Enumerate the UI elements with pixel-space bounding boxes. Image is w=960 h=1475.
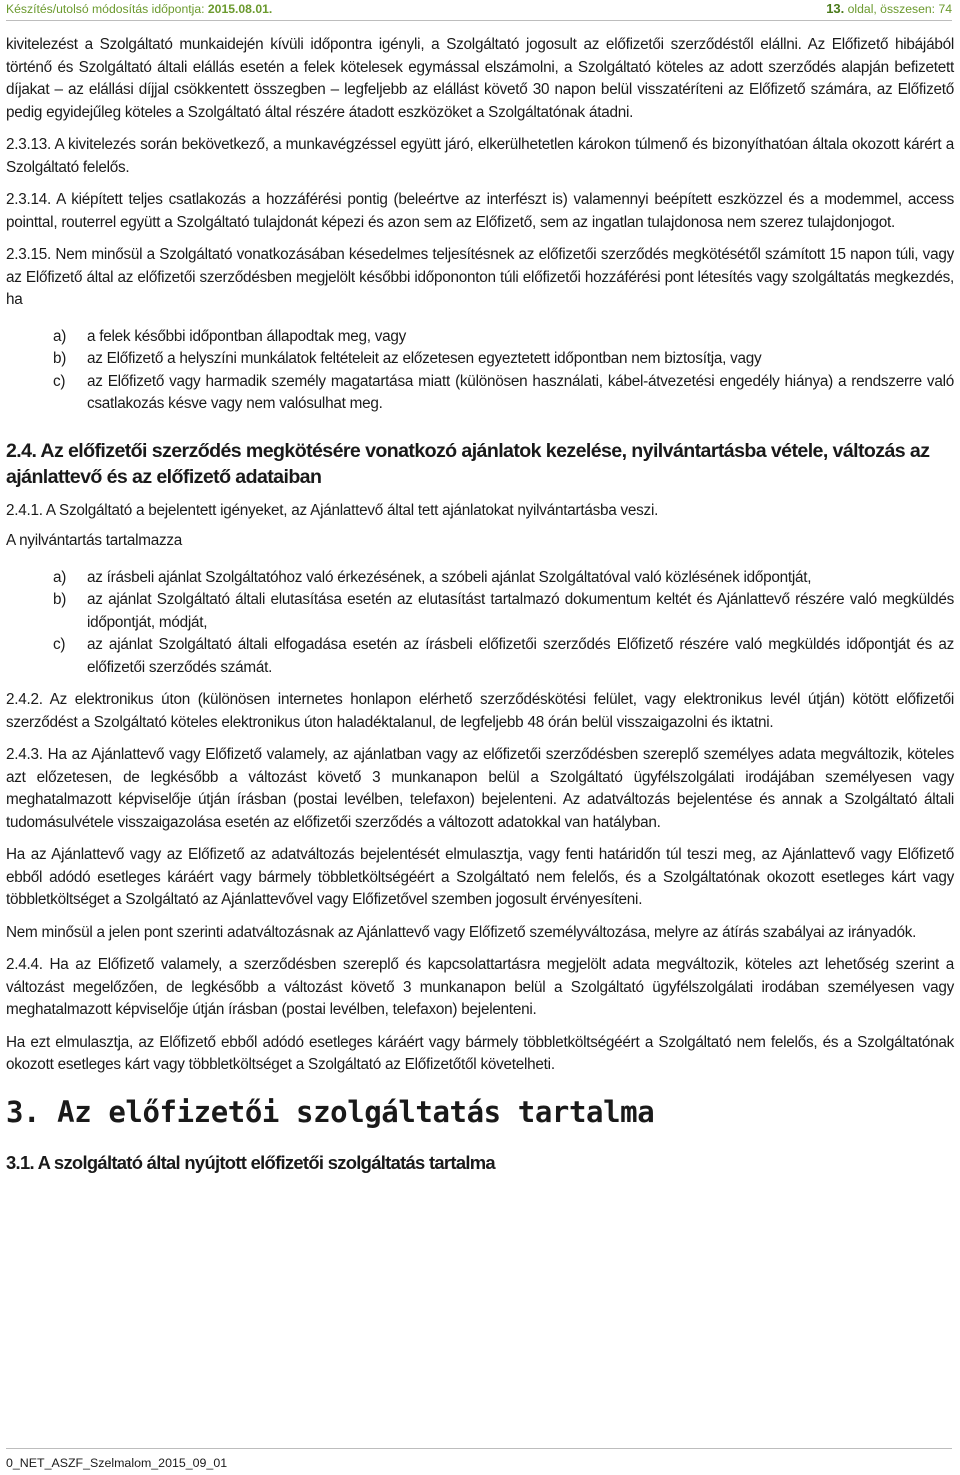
paragraph-2-4-3: 2.4.3. Ha az Ajánlattevő vagy Előfizető valamely, az ajánlatban vagy az előfizetői szerződésben szereplő személyes adata megváltozik, köteles azt előzetesen, de legkésőbb a változást követő 3 munkanapon belül a Szolgáltató ügyfélszolgálati irodájában személyesen vagy meghatalmazott képviselője útján írásban (postai levélben, telefaxon) bejelenteni. Az adatváltozás bejelentése és annak a Szolgáltató általi tudomásulvétele visszaigazolása esetén az előfizetői szerződés a változott adatokkal van hatályban. — [6, 746, 954, 831]
list-label: b) — [53, 350, 67, 367]
chapter-heading-3: 3. Az előfizetői szolgáltatás tartalma — [6, 1094, 655, 1129]
paragraph-not-data-change: Nem minősül a jelen pont szerinti adatváltozásnak az Ajánlattevő vagy Előfizető személyváltozása, melyre az átírás szabályai az irányadók. — [6, 923, 917, 941]
page-number: 13. — [826, 1, 845, 16]
list-item — [6, 567, 954, 590]
paragraph-2-3-14: 2.3.14. A kiépített teljes csatlakozás a hozzáférési pontig (beleértve az interfészt is) valamennyi beépített eszközzel és a modemmel, access pointtal, routerrel együtt a Szolgáltató tulajdonát képezi és azon sem az Előfizető, sem az ingatlan tulajdonosa nem szerez tulajdonjogot. — [6, 191, 954, 231]
revision-date: 2015.08.01. — [207, 2, 273, 16]
list-item — [6, 634, 954, 679]
paragraph-2-3-13: 2.3.13. A kivitelezés során bekövetkező, a munkavégzéssel együtt járó, elkerülhetetlen károkon túlmenő és bizonyíthatóan általa okozott kárért a Szolgáltató felelős. — [6, 136, 954, 176]
list-label: c) — [53, 372, 66, 390]
list-text: a felek későbbi időpontban állapodtak meg, vagy — [87, 327, 407, 345]
paragraph-omission: Ha ezt elmulasztja, az Előfizető ebből adódó esetleges káráért vagy bármely többletköltségéért a Szolgáltató nem felelős, és a Szolgáltatónak okozott esetleges kárt vagy többletköltséget a Szolgáltató az Előfizetőtől követelheti. — [6, 1033, 954, 1073]
paragraph-register-contents: A nyilvántartás tartalmazza — [6, 532, 183, 549]
exception-list — [6, 326, 954, 416]
list-text: az írásbeli ajánlat Szolgáltatóhoz való érkezésének, a szóbeli ajánlat Szolgáltatóval való közlésének időpontját, — [87, 568, 812, 586]
list-label: a) — [53, 568, 67, 586]
paragraph-2-4-1: 2.4.1. A Szolgáltató a bejelentett igényeket, az Ajánlattevő által tett ajánlatokat nyilvántartásba veszi. — [6, 501, 659, 519]
paragraph-continuation: kivitelezést a Szolgáltató munkaidején kívüli időpontra igényli, a Szolgáltató jogosult az előfizetői szerződéstől elállni. Az Előfizető hibájából történő és Szolgáltató általi elállás esetén a felek kötelesek egymással elszámolni, a Szolgáltató köteles az adott szerződés alapján befizetett díjakat – az elállási díjjal csökkentett összegben – legfeljebb az elállást követő 30 napon belül visszatéríteni az Előfizető számára, az Előfizető pedig egyidejűleg köteles a Szolgáltató által részére átadott eszközöket a Szolgáltatónak átadni. — [6, 36, 954, 121]
list-item — [6, 371, 954, 416]
list-text: az Előfizető a helyszíni munkálatok feltételeit az előzetesen egyeztetett időpontban nem biztosítja, vagy — [87, 350, 762, 367]
page-counter — [826, 0, 952, 18]
paragraph-2-4-4: 2.4.4. Ha az Előfizető valamely, a szerződésben szereplő és kapcsolattartásra megjelölt adata megváltozik, köteles azt lehetőség szerint a változást megelőzően, de legkésőbb a változást követő 3 munkanapon belül a Szolgáltató ügyfélszolgálati irodában személyesen vagy meghatalmazott képviselője útján írásban (postai levélben, telefaxon) bejelenteni. — [6, 956, 954, 1018]
list-label: b) — [53, 591, 67, 608]
list-label: a) — [53, 327, 67, 345]
list-item — [6, 326, 954, 349]
revision-label: Készítés/utolsó módosítás időpontja: — [6, 2, 205, 16]
revision-info — [6, 0, 272, 18]
document-body — [6, 34, 954, 1175]
list-text: az Előfizető vagy harmadik személy magatartása miatt (különösen használati, kábel-átvezetési engedély hiánya) a rendszerre való csatlakozás késve vagy nem valósulhat meg. — [87, 372, 954, 412]
list-item — [6, 348, 954, 371]
list-text: az ajánlat Szolgáltató általi elfogadása esetén az írásbeli előfizetői szerződés Előfizető részére való megküldés időpontját és az előfizetői szerződés számát. — [87, 636, 954, 676]
paragraph-2-4-2: 2.4.2. Az elektronikus úton (különösen internetes honlapon elérhető szerződéskötési felület, vagy elektronikus levél útján) kötött előfizetői szerződést a Szolgáltató köteles elektronikus úton haladéktalanul, de legfeljebb 48 órán belül visszaigazolni és iktatni. — [6, 691, 954, 731]
document-id: 0_NET_ASZF_Szelmalom_2015_09_01 — [6, 1456, 228, 1470]
section-heading-3-1: 3.1. A szolgáltató által nyújtott előfizetői szolgáltatás tartalma — [6, 1151, 495, 1173]
paragraph-2-3-15: 2.3.15. Nem minősül a Szolgáltató vonatkozásában késedelmes teljesítésnek az előfizetői szerződés megkötésétől számított 15 napon túli, vagy az Előfizető által az előfizetői szerződésben megjelölt későbbi időpononton túli előfizetői hozzáférési pont létesítés vagy szolgáltatás megkezdés, ha — [6, 246, 954, 308]
page-footer — [6, 1448, 952, 1471]
list-label: c) — [53, 636, 66, 653]
register-list — [6, 567, 954, 680]
section-heading-2-4: 2.4. Az előfizetői szerződés megkötésére vonatkozó ajánlatok kezelése, nyilvántartásba vétele, változás az ajánlattevő és az előfizető adataiban — [6, 439, 930, 488]
page-total: oldal, összesen: 74 — [847, 2, 952, 16]
list-text: az ajánlat Szolgáltató általi elutasítása esetén az elutasítást tartalmazó dokumentum keltét és Ajánlattevő részére való megküldés időpontját, módját, — [87, 591, 954, 631]
list-item — [6, 589, 954, 634]
page-header — [6, 0, 952, 21]
paragraph-late-notification: Ha az Ajánlattevő vagy az Előfizető az adatváltozás bejelentését elmulasztja, vagy fenti határidőn túl teszi meg, az Ajánlattevő vagy Előfizető ebből adódó esetleges káráért vagy bármely többletköltségéért a Szolgáltató nem felelős, és a Szolgáltatónak okozott esetleges kárt vagy többletköltséget a Szolgáltató az Ajánlattevővel vagy Előfizetővel szemben jogosult érvényesíteni. — [6, 846, 954, 908]
